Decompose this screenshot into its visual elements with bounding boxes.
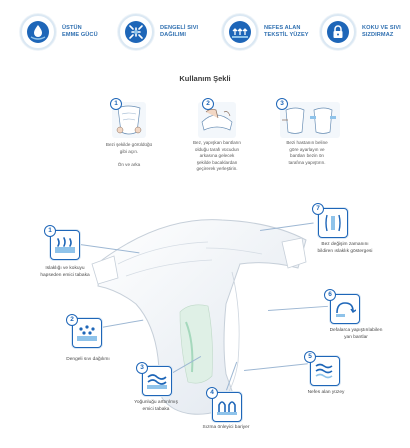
badge-caption	[286, 390, 366, 397]
caption-line: gibi açın.	[119, 148, 139, 154]
badge-number: 4	[206, 387, 218, 399]
badge-number: 6	[324, 289, 336, 301]
step-number: 2	[202, 98, 214, 110]
caption-line: emici tabaka	[142, 406, 170, 412]
feature-label-line: TEKSTİL YÜZEY	[264, 32, 309, 38]
caption-line: olduğu tarafı vücudun	[194, 146, 240, 152]
caption-line: yan bantlar	[344, 334, 368, 340]
caption-line: Nefes alan yüzey	[307, 390, 345, 395]
feature-absorb	[20, 14, 98, 50]
caption-line	[98, 155, 160, 162]
feature-distribution	[118, 14, 198, 50]
caption-line: Defalarca yapıştırılabilen	[329, 328, 383, 333]
feature-label-line: DAĞILIMI	[160, 32, 186, 38]
caption-line: Sızma önleyici bariyer	[202, 425, 250, 430]
caption-line: Dengeli sıvı dağılımı	[66, 357, 110, 362]
badge-number: 7	[312, 203, 324, 215]
airflow-icon	[222, 14, 258, 50]
step-illustration	[280, 102, 340, 138]
step-caption	[98, 142, 160, 168]
absorb-layer-icon	[54, 235, 76, 255]
badge-number: 5	[304, 351, 316, 363]
step-caption	[276, 140, 338, 166]
caption-line: Islaklığı ve kokuyu	[45, 266, 85, 271]
caption-line: Bezi şekilde görüldüğü	[105, 142, 153, 147]
breathable-icon	[314, 361, 336, 381]
feature-label-line: NEFES ALAN	[264, 25, 301, 31]
badge-number: 2	[66, 314, 78, 326]
spread-arrows-icon	[118, 14, 154, 50]
caption-line: şekilde bacaklardan	[196, 159, 238, 165]
feature-label-line: SIZDIRMAZ	[362, 32, 394, 38]
feature-label-line: DENGELİ SIVI	[160, 25, 199, 31]
badge-caption	[116, 400, 196, 413]
drop-absorb-icon	[20, 14, 56, 50]
badge-number: 3	[136, 362, 148, 374]
step-caption	[182, 140, 252, 173]
caption-line: göre ayarlayın ve	[289, 146, 325, 152]
lock-icon	[320, 14, 356, 50]
feature-label-line: KOKU VE SIVI	[362, 25, 401, 31]
feature-label-line: ÜSTÜN	[62, 25, 82, 31]
wetness-indicator-icon	[322, 213, 344, 233]
caption-line: arkasına gelecek	[199, 153, 235, 159]
caption-line: bildiren ıslaklık göstergesi	[317, 248, 373, 254]
tape-icon	[334, 299, 356, 319]
step-number: 3	[276, 98, 288, 110]
feature-leakproof	[320, 14, 401, 50]
barrier-icon	[216, 397, 238, 417]
usage-title: Kullanım Şekli	[179, 74, 231, 83]
caption-line: tarafına yapıştırın.	[288, 159, 326, 165]
caption-line: Yoğunluğu arttırılmış	[134, 400, 178, 405]
badge-caption	[306, 328, 406, 341]
badge-caption	[186, 425, 266, 432]
distribution-icon	[76, 323, 98, 343]
badge-caption	[292, 242, 398, 255]
caption-line: Bez, yapışkan bantların	[192, 140, 241, 145]
caption-line: hapseden emici tabaka	[40, 272, 90, 278]
dense-layer-icon	[146, 371, 168, 391]
caption-line: Bez değişim zamanını	[321, 242, 369, 247]
step-number: 1	[110, 98, 122, 110]
badge-caption	[48, 357, 128, 364]
feature-label-line: EMME GÜCÜ	[62, 32, 98, 38]
caption-line: bantları bezin ön	[290, 153, 324, 159]
caption-line: Ön ve arka	[117, 161, 141, 167]
caption-line: Bezi hastanın beline	[286, 140, 328, 145]
feature-breathable	[222, 14, 309, 50]
badge-caption	[14, 266, 116, 279]
caption-line: geçirerek yerleştirin.	[196, 166, 238, 172]
badge-number: 1	[44, 225, 56, 237]
